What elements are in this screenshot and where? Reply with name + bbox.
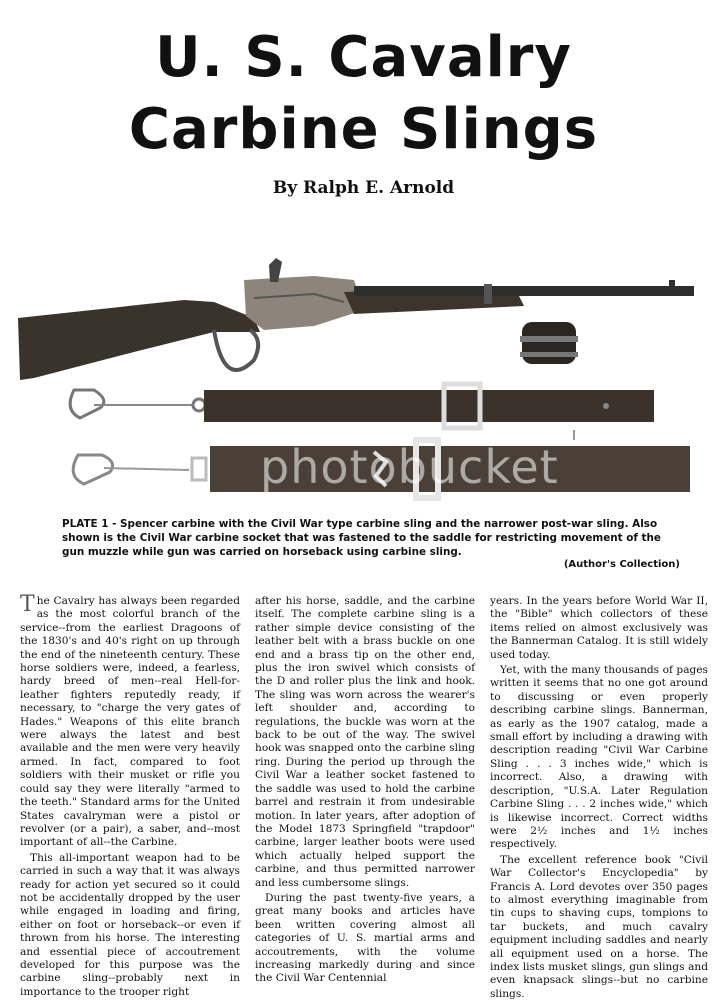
text-column-1 [20,592,240,999]
carbine-stock [18,300,260,380]
carbine-receiver [244,276,364,330]
col1-paragraph-2: This all-important weapon had to be carried in such a way that it was always ready for action yet secured so it could not be accidentally dropped by the user while engaged in loading and firing, either on foot or horseback--or even if thrown from his horse. The interesting and essential piece of accoutrement developed for this purpose was the carbine sling--probably next in importance to the trooper right [20,851,240,998]
byline: By Ralph E. Arnold [272,178,455,198]
title-line-1: U. S. Cavalry [155,25,572,90]
title-line-2: Carbine Slings [128,97,599,162]
watermark: photobucket [260,440,559,494]
photo-credit: (Author's Collection) [563,559,680,570]
text-column-3 [490,595,708,1001]
col1-paragraph-1 [20,592,240,850]
col2-paragraph-1: after his horse, saddle, and the carbine itself. The complete carbine sling is a rather simple device consisting of the leather belt with a brass buckle on one end and a brass tip on the other end, plus the iron swivel which consists of the D and roller plus the link and hook. The sling was worn across the wearer's left shoulder and, according to regulations, the buckle was worn at the back to be out of the way. The swivel hook was snapped onto the carbine sling ring. During the period up through the Civil War a leather socket fastened to the saddle was used to hold the carbine barrel and restrain it from undesirable motion. In later years, after adoption of the Model 1873 Springfield "trapdoor" carbine, larger leather boots were used which actually helped support the carbine, and thus permitted narrower and less cumbersome slings. [255,595,475,889]
carbine-barrel [354,286,694,296]
drop-cap: T [20,592,35,617]
text-column-2 [255,595,475,986]
col2-paragraph-2: During the past twenty-five years, a great many books and articles have been written covering almost all categories of U. S. martial arms and accoutrements, with the volume increasing markedly during and since the Civil War Centennial [255,891,475,985]
col3-paragraph-3: The excellent reference book "Civil War Collector's Encyclopedia" by Francis A. Lord devotes over 350 pages to almost everything imaginable from tin cups to shaving cups, tompions to tar buckets, and much cavalry equipment including saddles and nearly all equipment used on a horse. The index lists musket slings, gun slings and even knapsack slings--but no carbine slings. [490,853,708,1000]
col3-paragraph-2: Yet, with the many thousands of pages written it seems that no one got around to discussing or even properly describing carbine slings. Bannerman, as early as the 1907 catalog, made a small effort by including a drawing with description reading "Civil War Carbine Sling . . . 3 inches wide," which is incorrect. Also, a drawing with description, "U.S.A. Later Regulation Carbine Sling . . . 2 inches wide," which is likewise incorrect. Correct widths were 2½ inches and 1½ inches respectively. [490,664,708,851]
photo-caption: PLATE 1 - Spencer carbine with the Civil War type carbine sling and the narrower post-war sling. Also shown is the Civil War carbine socket that was fastened to the saddle for restricting movement of the gun muzzle while gun was carried on horseback using carbine sling. [62,518,661,558]
carbine-socket [520,322,578,364]
col1-p1-text: he Cavalry has always been regarded as the most colorful branch of the service--from the earliest Dragoons of the 1830's and 40's right on up through the end of the nineteenth century. These horse soldiers were, indeed, a fearless, hardy breed of men--real Hell-for-leather fighters reputedly ready, if necessary, to "charge the very gates of Hades." Weapons of this elite branch were always the latest and best available and the men were very heavily armed. In fact, compared to foot soldiers with their musket or rifle you could say they were literally "armed to the teeth." Standard arms for the United States cavalryman were a pistol or revolver (or a pair), a saber, and--most important of all--the Carbine. [20,595,240,849]
post-war-sling [70,384,654,440]
col3-paragraph-1: years. In the years before World War II, the "Bible" which collectors of these items relied on almost exclusively was the Bannerman Catalog. It is still widely used today. [490,595,708,661]
